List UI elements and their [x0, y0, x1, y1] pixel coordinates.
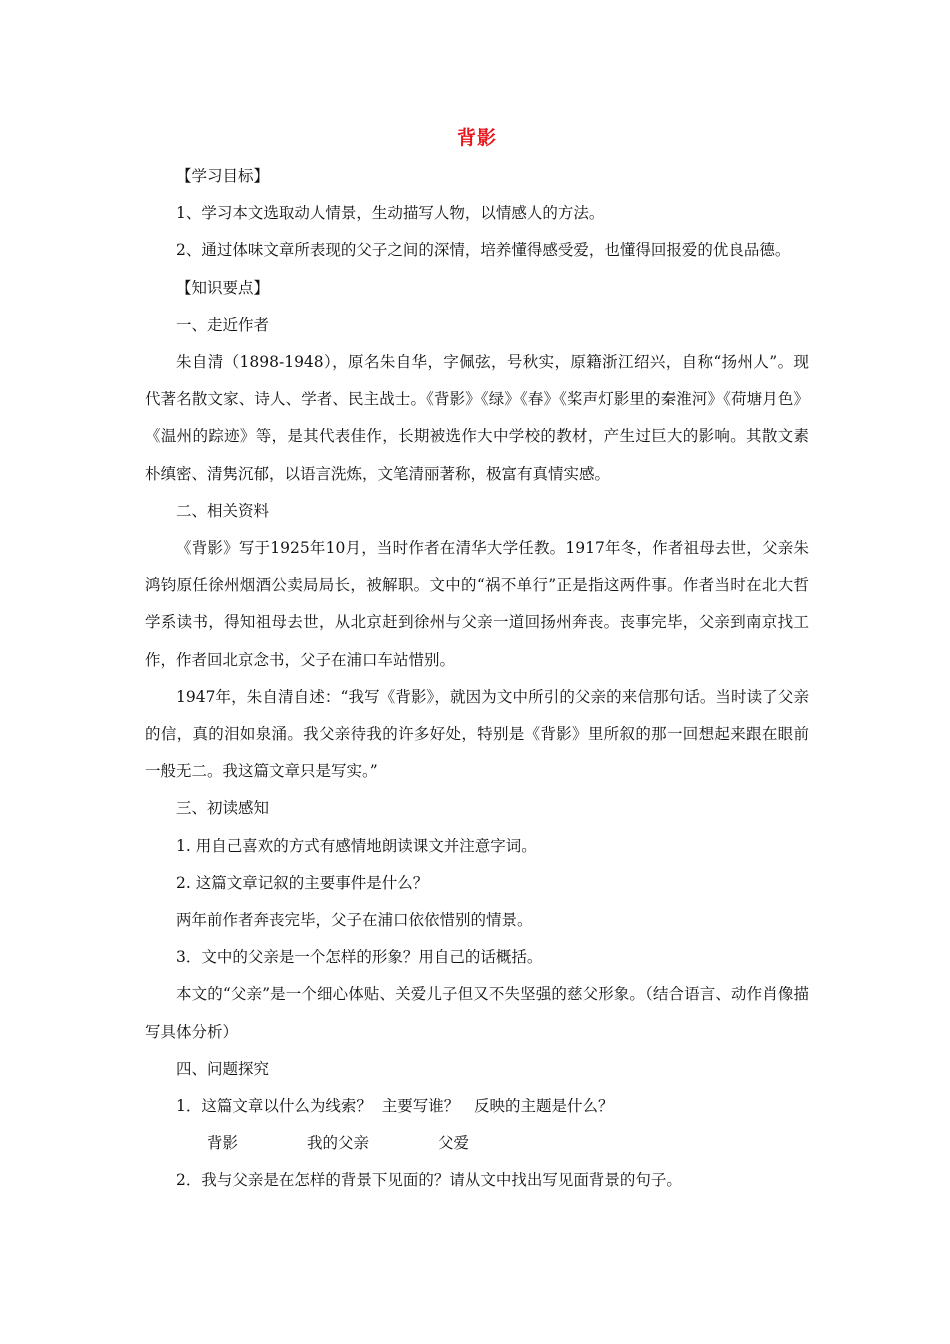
background-1: 《背影》写于1925年10月，当时作者在清华大学任教。1917年冬，作者祖母去世，父亲朱鸿钧原任徐州烟酒公卖局局长，被解职。文中的“祸不单行”正是指这两件事。作者当时在北大哲学系读书，得知祖母去世，从北京赶到徐州与父亲一道回扬州奔丧。丧事完毕，父亲到南京找工作，作者回北京念书，父子在浦口车站惜别。: [145, 539, 809, 669]
reading-a2: 两年前作者奔丧完毕，父子在浦口依依惜别的情景。: [176, 911, 533, 930]
section-3-heading: 三、初读感知: [176, 799, 270, 818]
author-intro: 朱自清（1898-1948），原名朱自华，字佩弦，号秋实，原籍浙江绍兴，自称“扬州人”。现代著名散文家、诗人、学者、民主战士。《背影》《绿》《春》《桨声灯影里的秦淮河》《荷塘月色》《温州的踪迹》等，是其代表佳作，长期被选作大中学校的教材，产生过巨大的影响。其散文素朴缜密、清隽沉郁，以语言洗炼，文笔清丽著称，极富有真情实感。: [145, 353, 809, 483]
reading-q3: 3．文中的父亲是一个怎样的形象？用自己的话概括。: [176, 948, 543, 967]
inquiry-answers: [145, 1125, 809, 1162]
document-title: 背影: [456, 127, 497, 149]
inquiry-answer-1: 背影: [207, 1134, 239, 1153]
goal-2: 2、通过体味文章所表现的父子之间的深情，培养懂得感受爱，也懂得回报爱的优良品德。: [176, 241, 791, 260]
goal-1: 1、学习本文选取动人情景，生动描写人物，以情感人的方法。: [176, 204, 605, 223]
reading-q2: 2. 这篇文章记叙的主要事件是什么？: [176, 873, 429, 892]
section-2-heading: 二、相关资料: [176, 501, 270, 520]
background-2: 1947年，朱自清自述：“我写《背影》，就因为文中所引的父亲的来信那句话。当时读了父亲的信，真的泪如泉涌。我父亲待我的许多好处，特别是《背影》里所叙的那一回想起来跟在眼前一般无二。我这篇文章只是写实。”: [145, 687, 809, 781]
inquiry-q1: 1．这篇文章以什么为线索？ 主要写谁？ 反映的主题是什么？: [176, 1097, 614, 1116]
reading-q1: 1. 用自己喜欢的方式有感情地朗读课文并注意字词。: [176, 836, 537, 855]
inquiry-answer-3: 父爱: [438, 1134, 470, 1153]
inquiry-q2: 2．我与父亲是在怎样的背景下见面的？请从文中找出写见面背景的句子。: [176, 1171, 682, 1190]
section-4-heading: 四、问题探究: [176, 1059, 270, 1078]
study-goals-heading: 【学习目标】: [176, 167, 270, 185]
key-points-heading: 【知识要点】: [176, 278, 270, 297]
inquiry-answer-2: 我的父亲: [307, 1134, 370, 1153]
document-page: [145, 122, 809, 1200]
section-1-heading: 一、走近作者: [176, 315, 270, 334]
reading-a3: 本文的“父亲”是一个细心体贴、关爱儿子但又不失坚强的慈父形象。（结合语言、动作肖像描写具体分析）: [145, 985, 809, 1041]
